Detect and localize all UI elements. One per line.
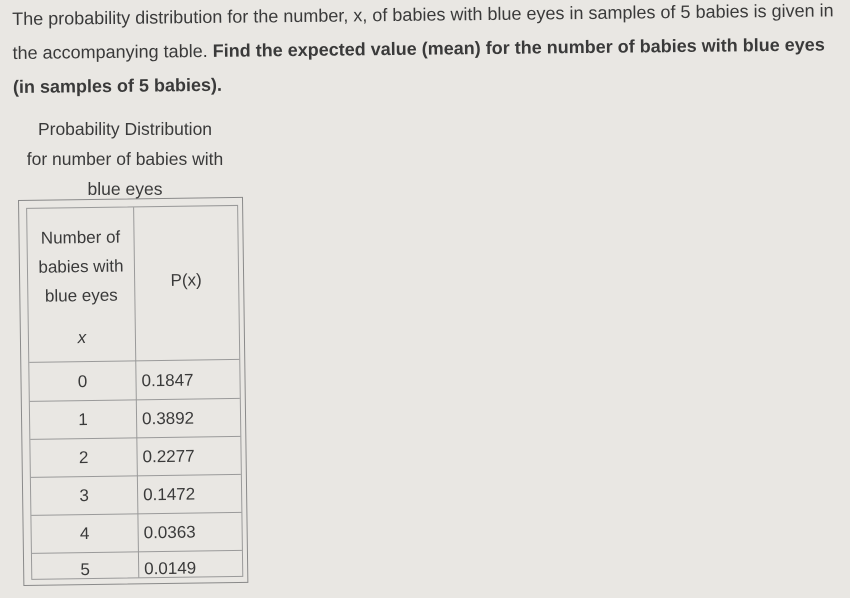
header-x-symbol: x: [77, 328, 87, 348]
cell-x: 3: [79, 486, 90, 506]
cell-x: 5: [80, 560, 91, 580]
question-text: [12, 0, 843, 104]
cell-p: 0.0149: [144, 558, 197, 579]
header-p-cell: [133, 206, 239, 360]
header-x-line-2: babies with: [38, 256, 124, 277]
header-x-line-1: Number of: [40, 227, 121, 248]
probability-table: [18, 197, 248, 586]
caption-line-1: Probability Distribution: [37, 119, 213, 139]
cell-x: 1: [78, 410, 88, 430]
cell-p: 0.1847: [141, 370, 194, 391]
caption-line-2: for number of babies with: [26, 149, 224, 169]
table-row: [29, 361, 239, 401]
table-row: [30, 437, 240, 477]
caption-line-3: blue eyes: [87, 179, 163, 199]
question-instruction: Find the expected value (mean) for the number of babies with blue eyes (in samples of 5 babies).: [12, 34, 825, 97]
table-row: [31, 475, 241, 515]
header-p-label: P(x): [170, 270, 202, 290]
header-x-cell: [27, 207, 135, 361]
cell-x: 2: [78, 448, 89, 468]
table-caption: [10, 114, 240, 204]
question-statement: The probability distribution for the number, x, of babies with blue eyes in samples of 5 babies is given in the accompanying table.: [12, 0, 834, 63]
cell-p: 0.2277: [142, 446, 195, 467]
header-x-line-3: blue eyes: [44, 285, 118, 306]
cell-x: 0: [77, 372, 88, 392]
cell-p: 0.0363: [143, 522, 196, 543]
cell-p: 0.3892: [141, 408, 195, 429]
table-frame: [26, 205, 243, 580]
cell-x: 4: [79, 524, 90, 544]
table-row: [31, 513, 241, 553]
table-row: [30, 399, 240, 439]
table-row: [32, 549, 242, 589]
cell-p: 0.1472: [142, 484, 196, 505]
